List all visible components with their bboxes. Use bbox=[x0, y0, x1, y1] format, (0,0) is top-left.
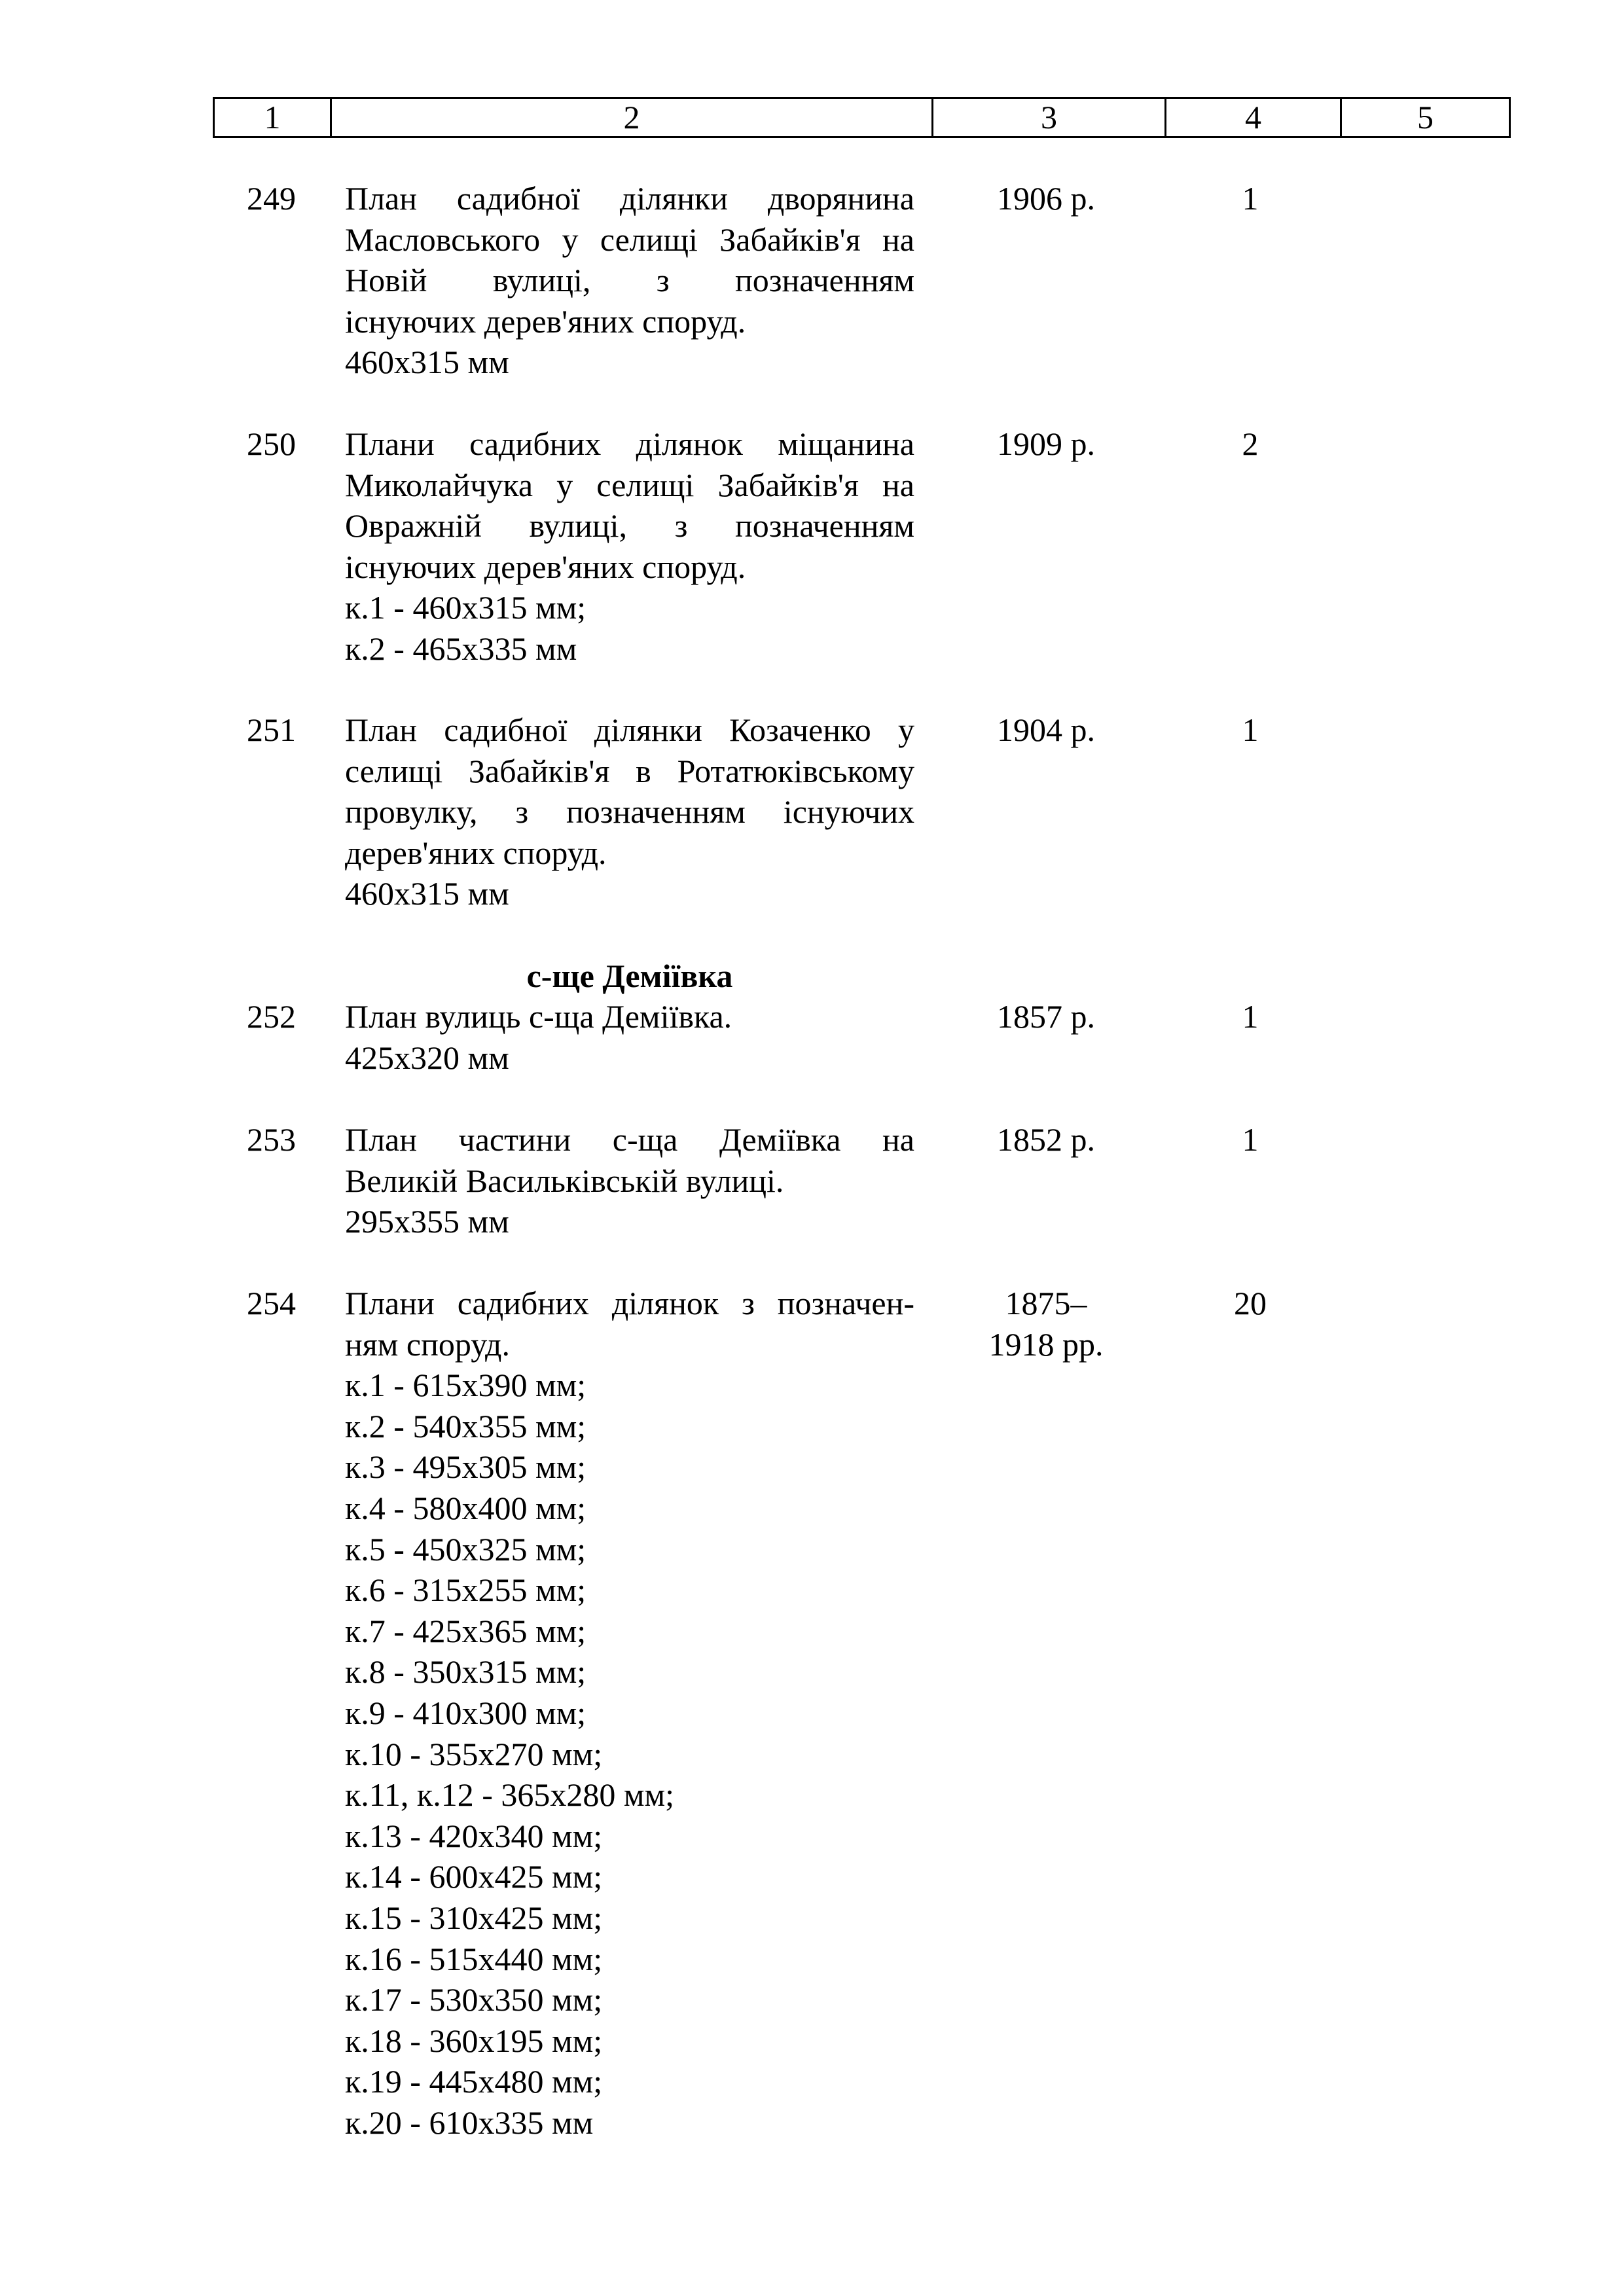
description-line: к.6 - 315х255 мм; bbox=[345, 1571, 586, 1609]
header-col-2: 2 bbox=[332, 99, 933, 136]
date-line: 1857 р. bbox=[997, 998, 1095, 1035]
entry-date bbox=[929, 423, 1163, 465]
entry-number: 254 bbox=[247, 1285, 296, 1321]
description-line: к.2 - 540х355 мм; bbox=[345, 1407, 586, 1444]
entry-count: 1 bbox=[1242, 998, 1259, 1035]
description-line: к.4 - 580х400 мм; bbox=[345, 1489, 586, 1526]
entry-date bbox=[929, 178, 1163, 219]
description-line: к.3 - 495х305 мм; bbox=[345, 1448, 586, 1486]
table-header-row bbox=[213, 97, 1511, 138]
description-line: к.5 - 450х325 мм; bbox=[345, 1530, 586, 1568]
entry-description bbox=[345, 178, 914, 383]
description-line: к.19 - 445х480 мм; bbox=[345, 2063, 603, 2100]
description-line: ням споруд. bbox=[345, 1325, 510, 1363]
entry-number: 252 bbox=[247, 998, 296, 1035]
description-line: к.17 - 530х350 мм; bbox=[345, 1981, 603, 2018]
entry-number: 249 bbox=[247, 180, 296, 217]
date-line: 1918 рр. bbox=[988, 1325, 1104, 1363]
description-line: Новій вулиці, з позначенням bbox=[345, 262, 914, 299]
entry-description bbox=[345, 1119, 914, 1242]
description-line: існуючих дерев'яних споруд. bbox=[345, 302, 746, 340]
entry-date bbox=[929, 1119, 1163, 1160]
description-line: дерев'яних споруд. bbox=[345, 834, 607, 871]
description-line: к.15 - 310х425 мм; bbox=[345, 1899, 603, 1936]
entry-description bbox=[345, 1283, 914, 2143]
description-line: к.11, к.12 - 365х280 мм; bbox=[345, 1776, 675, 1814]
description-line: 425х320 мм bbox=[345, 1039, 509, 1076]
entry-count: 2 bbox=[1242, 425, 1259, 462]
description-line: Масловського у селищі Забайків'я на bbox=[345, 221, 914, 258]
date-line: 1906 р. bbox=[997, 180, 1095, 217]
date-line: 1875– bbox=[1005, 1285, 1087, 1321]
entry-date bbox=[929, 1283, 1163, 1365]
description-line: План садибної ділянки дворянина bbox=[345, 180, 914, 217]
description-line: к.8 - 350х315 мм; bbox=[345, 1653, 586, 1691]
date-line: 1909 р. bbox=[997, 425, 1095, 462]
description-line: План садибної ділянки Козаченко у bbox=[345, 711, 914, 748]
description-line: Плани садибних ділянок міщанина bbox=[345, 425, 914, 462]
header-col-4: 4 bbox=[1166, 99, 1342, 136]
description-line: к.13 - 420х340 мм; bbox=[345, 1817, 603, 1854]
description-line: к.2 - 465х335 мм bbox=[345, 630, 577, 667]
entry-count: 1 bbox=[1242, 1121, 1259, 1158]
description-line: селищі Забайків'я в Ротатюківському bbox=[345, 752, 914, 789]
description-line: Овражній вулиці, з позначенням bbox=[345, 507, 914, 545]
description-line: к.7 - 425х365 мм; bbox=[345, 1612, 586, 1649]
section-title: с-ще Деміївка bbox=[526, 958, 733, 994]
entry-description bbox=[345, 996, 914, 1078]
description-line: План вулиць с-ща Деміївка. bbox=[345, 998, 732, 1035]
entry-description bbox=[345, 423, 914, 670]
description-line: к.1 - 615х390 мм; bbox=[345, 1367, 586, 1404]
entry-count: 1 bbox=[1242, 711, 1259, 748]
description-line: 460х315 мм bbox=[345, 344, 509, 381]
description-line: провулку, з позначенням існуючих bbox=[345, 793, 914, 831]
date-line: 1852 р. bbox=[997, 1121, 1095, 1158]
header-col-1: 1 bbox=[215, 99, 332, 136]
entry-date bbox=[929, 996, 1163, 1037]
date-line: 1904 р. bbox=[997, 711, 1095, 748]
description-line: існуючих дерев'яних споруд. bbox=[345, 548, 746, 585]
header-col-3: 3 bbox=[933, 99, 1166, 136]
description-line: Великій Васильківській вулиці. bbox=[345, 1162, 784, 1199]
description-line: Плани садибних ділянок з позначен- bbox=[345, 1285, 914, 1321]
description-line: к.14 - 600х425 мм; bbox=[345, 1858, 603, 1895]
description-line: 295х355 мм bbox=[345, 1203, 509, 1240]
description-line: к.16 - 515х440 мм; bbox=[345, 1940, 603, 1977]
entry-number: 251 bbox=[247, 711, 296, 748]
description-line: к.1 - 460х315 мм; bbox=[345, 589, 586, 626]
header-col-5: 5 bbox=[1417, 99, 1434, 135]
description-line: к.9 - 410х300 мм; bbox=[345, 1694, 586, 1731]
entry-count: 20 bbox=[1234, 1285, 1267, 1321]
entry-number: 253 bbox=[247, 1121, 296, 1158]
description-line: к.10 - 355х270 мм; bbox=[345, 1735, 603, 1772]
description-line: План частини с-ща Деміївка на bbox=[345, 1121, 914, 1158]
description-line: к.20 - 610х335 мм bbox=[345, 2104, 594, 2141]
entry-number: 250 bbox=[247, 425, 296, 462]
description-line: Миколайчука у селищі Забайків'я на bbox=[345, 466, 914, 503]
entry-date bbox=[929, 709, 1163, 751]
entry-count: 1 bbox=[1242, 180, 1259, 217]
description-line: к.18 - 360х195 мм; bbox=[345, 2022, 603, 2059]
entry-description bbox=[345, 709, 914, 914]
description-line: 460х315 мм bbox=[345, 875, 509, 912]
